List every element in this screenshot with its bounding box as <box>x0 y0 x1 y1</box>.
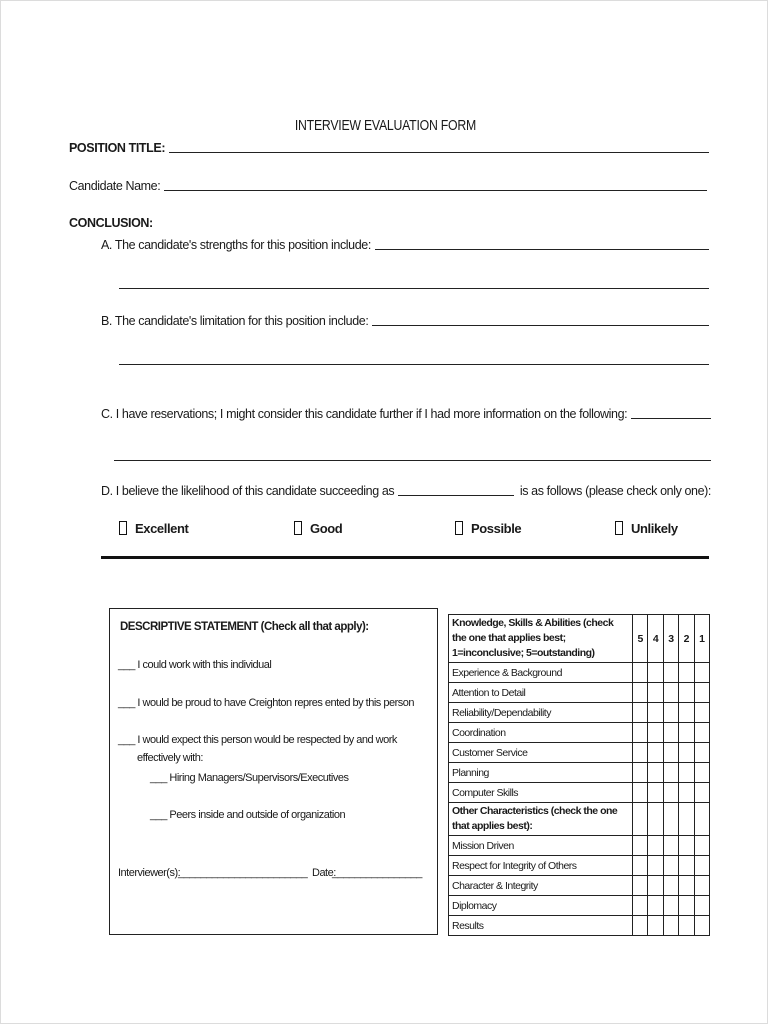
rating-cell[interactable] <box>679 896 694 916</box>
rating-cell[interactable] <box>679 763 694 783</box>
option-good[interactable]: Good <box>294 521 342 536</box>
item-c-row <box>101 407 711 421</box>
rating-cell[interactable] <box>663 743 678 763</box>
rating-cell[interactable] <box>663 703 678 723</box>
descriptive-statement-box <box>109 608 438 935</box>
rating-cell <box>663 803 678 836</box>
rating-cell[interactable] <box>694 896 709 916</box>
rating-cell[interactable] <box>694 723 709 743</box>
rating-cell[interactable] <box>663 916 678 936</box>
rating-cell[interactable] <box>648 703 663 723</box>
position-title-row <box>69 141 709 155</box>
rating-cell[interactable] <box>663 856 678 876</box>
rating-cell[interactable] <box>648 783 663 803</box>
rating-cell[interactable] <box>694 836 709 856</box>
position-title-label: POSITION TITLE: <box>69 141 166 155</box>
rating-cell[interactable] <box>632 663 647 683</box>
characteristic-label: Results <box>449 916 633 936</box>
statement-peers[interactable]: ___ Peers inside and outside of organization <box>150 809 346 821</box>
rating-cell[interactable] <box>648 836 663 856</box>
rating-cell[interactable] <box>632 763 647 783</box>
item-b-label: B. The candidate's limitation for this position include: <box>101 314 369 328</box>
statement-respected-cont: effectively with: <box>137 752 203 764</box>
table-row <box>449 723 710 743</box>
score-header: 3 <box>663 615 678 663</box>
checkbox-icon[interactable] <box>615 521 623 535</box>
rating-cell[interactable] <box>679 663 694 683</box>
date-label: Date: <box>312 867 336 879</box>
rating-cell <box>632 803 647 836</box>
item-c-field-line-2[interactable] <box>114 460 711 461</box>
rating-cell[interactable] <box>679 876 694 896</box>
other-header-row <box>449 803 710 836</box>
table-row <box>449 916 710 936</box>
rating-cell[interactable] <box>679 723 694 743</box>
rating-cell[interactable] <box>648 763 663 783</box>
rating-cell[interactable] <box>663 783 678 803</box>
candidate-name-label: Candidate Name: <box>69 179 161 193</box>
rating-cell[interactable] <box>663 836 678 856</box>
rating-cell[interactable] <box>648 856 663 876</box>
rating-cell[interactable] <box>648 743 663 763</box>
table-row <box>449 683 710 703</box>
statement-proud[interactable]: ___ I would be proud to have Creighton repres ented by this person <box>118 697 414 709</box>
table-row <box>449 896 710 916</box>
table-row <box>449 856 710 876</box>
date-field[interactable]: ________________ <box>332 867 422 879</box>
rating-cell[interactable] <box>679 683 694 703</box>
item-d-row <box>101 484 711 498</box>
rating-cell[interactable] <box>694 856 709 876</box>
rating-cell[interactable] <box>632 743 647 763</box>
table-row <box>449 703 710 723</box>
skill-label: Computer Skills <box>449 783 633 803</box>
rating-cell[interactable] <box>679 916 694 936</box>
characteristic-label: Character & Integrity <box>449 876 633 896</box>
table-row <box>449 876 710 896</box>
item-c-label: C. I have reservations; I might consider this candidate further if I had more information on the following: <box>101 407 628 421</box>
item-c-field[interactable] <box>631 417 711 419</box>
characteristic-label: Respect for Integrity of Others <box>449 856 633 876</box>
rating-cell[interactable] <box>694 763 709 783</box>
likelihood-options <box>119 521 679 539</box>
rating-cell[interactable] <box>679 836 694 856</box>
checkbox-icon[interactable] <box>294 521 302 535</box>
table-row <box>449 743 710 763</box>
rating-cell <box>694 803 709 836</box>
rating-cell[interactable] <box>679 856 694 876</box>
rating-cell[interactable] <box>694 663 709 683</box>
rating-cell[interactable] <box>663 683 678 703</box>
rating-cell[interactable] <box>632 916 647 936</box>
interviewer-field[interactable]: _______________________ <box>178 867 308 879</box>
rating-cell[interactable] <box>648 663 663 683</box>
interviewer-label: Interviewer(s): <box>118 867 181 879</box>
statement-hiring-managers[interactable]: ___ Hiring Managers/Supervisors/Executives <box>150 772 349 784</box>
table-row <box>449 836 710 856</box>
score-header: 4 <box>648 615 663 663</box>
table-row <box>449 663 710 683</box>
rating-cell[interactable] <box>632 896 647 916</box>
item-b-field-line-2[interactable] <box>119 364 709 365</box>
item-a-field[interactable] <box>375 248 709 250</box>
item-d-label: D. I believe the likelihood of this candidate succeeding as <box>101 484 395 498</box>
rating-cell[interactable] <box>694 783 709 803</box>
form-title: INTERVIEW EVALUATION FORM <box>294 117 476 134</box>
table-row <box>449 763 710 783</box>
rating-cell[interactable] <box>694 683 709 703</box>
rating-cell[interactable] <box>648 916 663 936</box>
option-excellent[interactable]: Excellent <box>119 521 189 536</box>
option-possible[interactable]: Possible <box>455 521 521 536</box>
rating-cell <box>648 803 663 836</box>
skill-label: Attention to Detail <box>449 683 633 703</box>
position-title-field[interactable] <box>169 151 709 153</box>
rating-cell[interactable] <box>648 876 663 896</box>
skill-label: Customer Service <box>449 743 633 763</box>
item-d-suffix: is as follows (please check only one): <box>519 484 711 498</box>
checkbox-icon[interactable] <box>119 521 127 535</box>
rating-cell[interactable] <box>663 663 678 683</box>
rating-cell[interactable] <box>694 743 709 763</box>
rating-cell[interactable] <box>663 876 678 896</box>
rating-cell[interactable] <box>632 856 647 876</box>
table-row <box>449 783 710 803</box>
rating-cell[interactable] <box>632 876 647 896</box>
rating-cell <box>679 803 694 836</box>
rating-cell[interactable] <box>694 916 709 936</box>
candidate-name-row <box>69 179 707 193</box>
rating-cell[interactable] <box>632 683 647 703</box>
score-header: 2 <box>679 615 694 663</box>
item-a-field-line-2[interactable] <box>119 288 709 289</box>
rating-cell[interactable] <box>648 723 663 743</box>
rating-cell[interactable] <box>663 896 678 916</box>
conclusion-label: CONCLUSION: <box>69 216 153 230</box>
rating-cell[interactable] <box>694 876 709 896</box>
statement-work-with[interactable]: ___ I could work with this individual <box>118 659 272 671</box>
rating-cell[interactable] <box>648 683 663 703</box>
rating-cell[interactable] <box>679 743 694 763</box>
skill-label: Reliability/Dependability <box>449 703 633 723</box>
checkbox-icon[interactable] <box>455 521 463 535</box>
skill-label: Planning <box>449 763 633 783</box>
skills-rating-table <box>448 614 710 936</box>
item-b-field[interactable] <box>372 324 709 326</box>
descriptive-heading: DESCRIPTIVE STATEMENT (Check all that apply): <box>120 621 369 633</box>
characteristic-label: Mission Driven <box>449 836 633 856</box>
rating-cell[interactable] <box>679 703 694 723</box>
rating-cell[interactable] <box>663 723 678 743</box>
table-header-row <box>449 615 710 663</box>
rating-cell[interactable] <box>679 783 694 803</box>
rating-cell[interactable] <box>694 703 709 723</box>
rating-cell[interactable] <box>632 836 647 856</box>
item-a-label: A. The candidate's strengths for this position include: <box>101 238 371 252</box>
candidate-name-field[interactable] <box>164 189 707 191</box>
option-unlikely[interactable]: Unlikely <box>615 521 678 536</box>
other-characteristics-header: Other Characteristics (check the one that applies best): <box>449 803 633 836</box>
rating-cell[interactable] <box>632 723 647 743</box>
rating-cell[interactable] <box>632 703 647 723</box>
rating-cell[interactable] <box>632 783 647 803</box>
score-header: 1 <box>694 615 709 663</box>
rating-cell[interactable] <box>663 763 678 783</box>
section-divider <box>101 556 709 559</box>
score-header: 5 <box>632 615 647 663</box>
rating-cell[interactable] <box>648 896 663 916</box>
characteristic-label: Diplomacy <box>449 896 633 916</box>
item-a-row <box>101 238 709 252</box>
statement-respected[interactable]: ___ I would expect this person would be respected by and work <box>118 734 397 746</box>
skill-label: Experience & Background <box>449 663 633 683</box>
item-b-row <box>101 314 709 328</box>
skills-header: Knowledge, Skills & Abilities (check the one that applies best; 1=inconclusive; 5=outstanding) <box>449 615 633 663</box>
item-d-field[interactable] <box>398 494 514 496</box>
conclusion-heading-row <box>69 216 153 230</box>
skill-label: Coordination <box>449 723 633 743</box>
